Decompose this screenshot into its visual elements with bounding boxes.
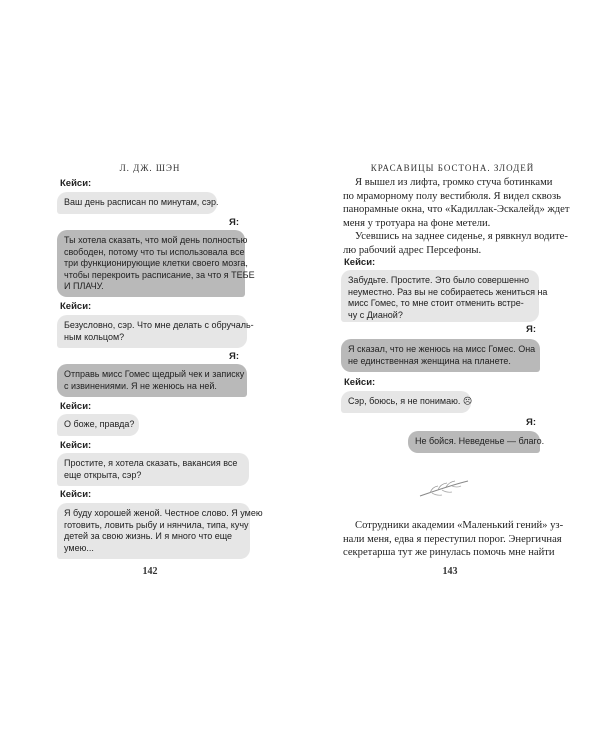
- page-number-left: 142: [142, 566, 158, 577]
- prose-line: Сотрудники академии «Маленький гений» уз-: [355, 520, 564, 531]
- sender-name: Кейси:: [344, 257, 376, 268]
- right-page: [300, 0, 600, 750]
- message-line: Отправь мисс Гомес щедрый чек и записку: [64, 369, 245, 379]
- prose-line: Усевшись на заднее сиденье, я рявкнул водите-: [355, 231, 568, 242]
- prose-line: Я вышел из лифта, громко стуча ботинками: [355, 177, 553, 188]
- message-line: Ты хотела сказать, что мой день полностью: [64, 235, 248, 245]
- incoming-message-bubble: [341, 270, 548, 322]
- message-line: три функционирующие клетки своего мозга,: [64, 258, 248, 268]
- message-line: неуместно. Раз вы не собираетесь жениться на: [348, 286, 548, 297]
- message-line: О боже, правда?: [64, 419, 135, 429]
- prose-line: лю рабочий адрес Персефоны.: [343, 244, 482, 256]
- incoming-message-bubble: [57, 414, 139, 436]
- sender-name: Кейси:: [60, 401, 92, 412]
- prose-line: панорамные окна, что «Кадиллак-Эскалейд» ждет: [343, 204, 570, 215]
- message-line: еще открыта, сэр?: [64, 469, 142, 480]
- message-line: не единственная женщина на планете.: [348, 355, 511, 366]
- sender-name: Кейси:: [60, 178, 92, 189]
- incoming-message-bubble: [341, 391, 471, 413]
- incoming-message-bubble: [57, 315, 254, 348]
- leaf-branch-icon: [418, 478, 470, 500]
- message-line: чу с Дианой?: [348, 309, 403, 320]
- message-line: свободен, потому что ты использовала все: [64, 246, 245, 257]
- prose-line: по мраморному полу вестибюля. Я видел сквозь: [343, 190, 561, 202]
- sender-name: Я:: [526, 324, 536, 335]
- running-head-right: КРАСАВИЦЫ БОСТОНА. ЗЛОДЕЙ: [370, 163, 535, 173]
- incoming-message-bubble: [57, 453, 249, 486]
- sender-name: Кейси:: [60, 489, 92, 500]
- sender-name: Я:: [229, 351, 239, 362]
- message-line: Я буду хорошей женой. Честное слово. Я умею: [64, 508, 263, 518]
- message-line: Я сказал, что не женюсь на мисс Гомес. Она: [348, 344, 536, 354]
- prose-line: нали меня, едва я переступил порог. Энергичная: [343, 533, 562, 545]
- sender-name: Я:: [229, 217, 239, 228]
- message-line: ным кольцом?: [64, 331, 125, 342]
- message-line: мисс Гомес, то мне стоит отменить встре-: [348, 298, 524, 308]
- outgoing-message-bubble: [408, 431, 545, 453]
- incoming-message-bubble: [57, 503, 263, 559]
- message-line: Сэр, боюсь, я не понимаю. ☹: [348, 396, 473, 406]
- page-number-right: 143: [442, 566, 458, 577]
- message-line: Забудьте. Простите. Это было совершенно: [348, 275, 529, 285]
- message-line: И ПЛАЧУ.: [64, 281, 104, 291]
- outgoing-message-bubble: [57, 230, 255, 297]
- running-head-left: Л. ДЖ. ШЭН: [119, 163, 181, 173]
- outgoing-message-bubble: [57, 364, 247, 397]
- message-line: с извинениями. Я не женюсь на ней.: [64, 380, 217, 391]
- message-line: Простите, я хотела сказать, вакансия все: [64, 458, 238, 468]
- sender-name: Кейси:: [344, 377, 376, 388]
- message-line: детей за свою жизнь. И я много что еще: [64, 531, 233, 541]
- sender-name: Я:: [526, 417, 536, 428]
- message-line: Безусловно, сэр. Что мне делать с обручаль-: [64, 320, 254, 330]
- message-line: Ваш день расписан по минутам, сэр.: [64, 197, 219, 207]
- message-line: чтобы перекроить расписание, за что я ТЕБЕ: [64, 269, 255, 280]
- sender-name: Кейси:: [60, 440, 92, 451]
- prose-line: секретарша тут же ринулась помочь мне найти: [343, 547, 555, 558]
- incoming-message-bubble: [57, 192, 217, 214]
- prose-paragraph: [343, 519, 564, 560]
- outgoing-message-bubble: [341, 339, 540, 372]
- prose-line: меня у тротуара на фоне метели.: [343, 217, 491, 229]
- prose-paragraph: [343, 176, 570, 257]
- sender-name: Кейси:: [60, 301, 92, 312]
- message-line: готовить, ловить рыбу и нянчила, типа, кучу: [64, 519, 249, 530]
- message-line: Не бойся. Неведенье — благо.: [415, 436, 545, 446]
- message-line: умею...: [64, 542, 94, 553]
